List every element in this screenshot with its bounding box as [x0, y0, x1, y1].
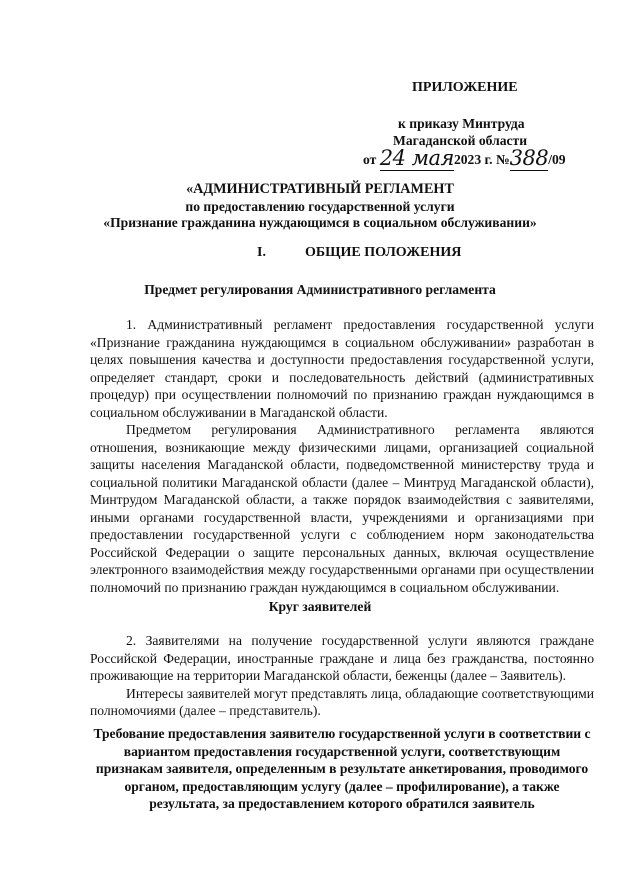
paragraph-1: 1. Административный регламент предоставления государственной услуги «Признание гражданина нуждающимся в социальном обслуживании» разработан в целях повышения качества и доступности предоставления государственной услуги, определяет стандарт, сроки и последовательность действий (административных процедур) при осуществлении полномочий по признанию граждан нуждающимся в социальном обслуживании в Магаданской области. [90, 317, 594, 420]
requirement-heading: Требование предоставления заявителю государственной услуги в соответствии с вариантом предоставления государственной услуги, соответствующим признакам заявителя, определенным в результате анкетирования, проводимого органом, предоставляющим услугу (далее – профилирование), а также результата, за предоставлением которого обратился заявитель [93, 726, 591, 812]
order-date-number-line [363, 145, 566, 169]
paragraph-2: 2. Заявителями на получение государственной услуги являются граждане Российской Федерации, иностранные граждане и лица без гражданства, постоянно проживающие на территории Магаданской области, беженцы (далее – Заявитель). [90, 633, 594, 683]
order-reference-line1: к приказу Минтруда [398, 116, 525, 131]
regulation-subtitle-1: по предоставлению государственной услуги [185, 199, 455, 214]
date-prefix: от [363, 152, 377, 167]
handwritten-date: 24 мая [379, 146, 454, 170]
subject-text-block [90, 316, 594, 596]
handwritten-doc-number: 388 [509, 146, 549, 170]
order-reference-line2: Магаданской области [393, 133, 528, 148]
appendix-title: ПРИЛОЖЕНИЕ [412, 80, 518, 95]
regulation-title: «АДМИНИСТРАТИВНЫЙ РЕГЛАМЕНТ [186, 181, 454, 197]
paragraph-1-continued: Предметом регулирования Административного регламента являются отношения, возникающие между физическими лицами, организацией социальной защиты населения Магаданской области, подведомственной министерству труда и социальной политики Магаданской области (далее – Минтруд Магаданской области), Минтрудом Магаданской области, а также порядок взаимодействия с заявителями, иными органами государственной власти, учреждениями и организациями при предоставлении государственной услуги с соблюдением норм законодательства Российской Федерации о защите персональных данных, включая осуществление электронного взаимодействия между государственными органами при осуществлении полномочий по признанию граждан нуждающимся в социальном обслуживании. [90, 422, 594, 595]
section-title: ОБЩИЕ ПОЛОЖЕНИЯ [305, 245, 462, 260]
regulation-subtitle-2: «Признание гражданина нуждающимся в социальном обслуживании» [103, 215, 537, 230]
applicants-text-block [90, 632, 594, 720]
subject-heading: Предмет регулирования Административного регламента [144, 282, 496, 297]
applicants-heading: Круг заявителей [268, 599, 372, 614]
section-number: I. [257, 245, 266, 260]
date-year: 2023 г. № [453, 152, 510, 167]
doc-number-suffix: /09 [548, 152, 566, 167]
paragraph-2-continued: Интересы заявителей могут представлять лица, обладающие соответствующими полномочиями (далее – представитель). [90, 685, 594, 718]
